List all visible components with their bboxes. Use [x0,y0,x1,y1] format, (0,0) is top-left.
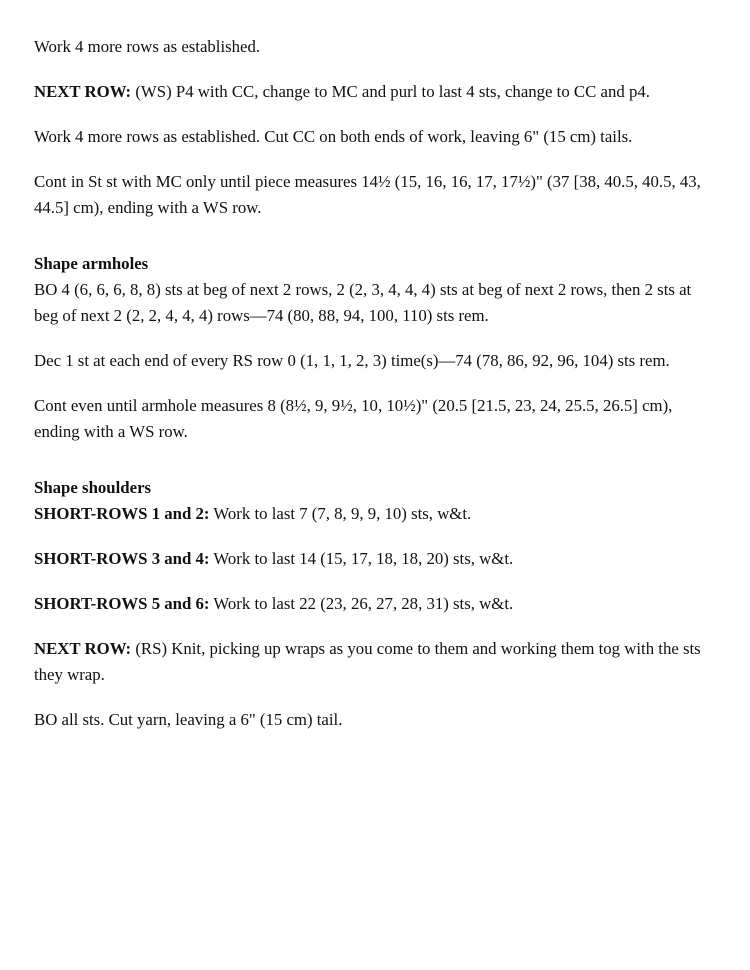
shape-shoulders-heading: Shape shoulders [34,478,152,497]
short-rows-5-6-text: Work to last 22 (23, 26, 27, 28, 31) sts, w&t. [209,594,514,613]
short-rows-5-6-label: SHORT-ROWS 5 and 6: [34,594,210,613]
next-row-label: NEXT ROW: [34,82,132,101]
shape-armholes-heading: Shape armholes [34,254,149,273]
shape-armholes-section [34,251,714,445]
short-rows-3-4-label: SHORT-ROWS 3 and 4: [34,549,210,568]
armholes-decrease: Dec 1 st at each end of every RS row 0 (1, 1, 1, 2, 3) time(s)—74 (78, 86, 92, 96, 104) sts rem. [34,351,670,370]
bind-off-final: BO all sts. Cut yarn, leaving a 6" (15 cm) tail. [34,710,343,729]
shape-shoulders-section [34,475,714,733]
short-rows-3-4 [34,546,714,572]
instruction-cut-cc: Work 4 more rows as established. Cut CC on both ends of work, leaving 6" (15 cm) tails. [34,127,633,146]
armholes-cont-even: Cont even until armhole measures 8 (8½, 9, 9½, 10, 10½)" (20.5 [21.5, 23, 24, 25.5, 26.5] cm), ending with a WS row. [34,396,673,441]
short-rows-1-2 [34,501,714,527]
short-rows-3-4-text: Work to last 14 (15, 17, 18, 18, 20) sts, w&t. [209,549,514,568]
next-row-rs-text: (RS) Knit, picking up wraps as you come to them and working them tog with the sts they wrap. [34,639,701,684]
instruction-cont-st-st: Cont in St st with MC only until piece measures 14½ (15, 16, 16, 17, 17½)" (37 [38, 40.5, 40.5, 43, 44.5] cm), ending with a WS row. [34,172,701,217]
next-row-text: (WS) P4 with CC, change to MC and purl to last 4 sts, change to CC and p4. [131,82,650,101]
short-rows-5-6 [34,591,714,617]
armholes-bind-off: BO 4 (6, 6, 6, 8, 8) sts at beg of next 2 rows, 2 (2, 3, 4, 4, 4) sts at beg of next 2 rows, then 2 sts at beg of next 2 (2, 2, 4, 4, 4) rows—74 (80, 88, 94, 100, 110) sts rem. [34,280,692,325]
pattern-page [34,34,714,733]
short-rows-1-2-text: Work to last 7 (7, 8, 9, 9, 10) sts, w&t. [209,504,472,523]
instruction-work-more-rows: Work 4 more rows as established. [34,37,261,56]
instruction-next-row-ws [34,79,714,105]
next-row-rs-label: NEXT ROW: [34,639,132,658]
short-rows-1-2-label: SHORT-ROWS 1 and 2: [34,504,210,523]
next-row-rs [34,636,714,688]
